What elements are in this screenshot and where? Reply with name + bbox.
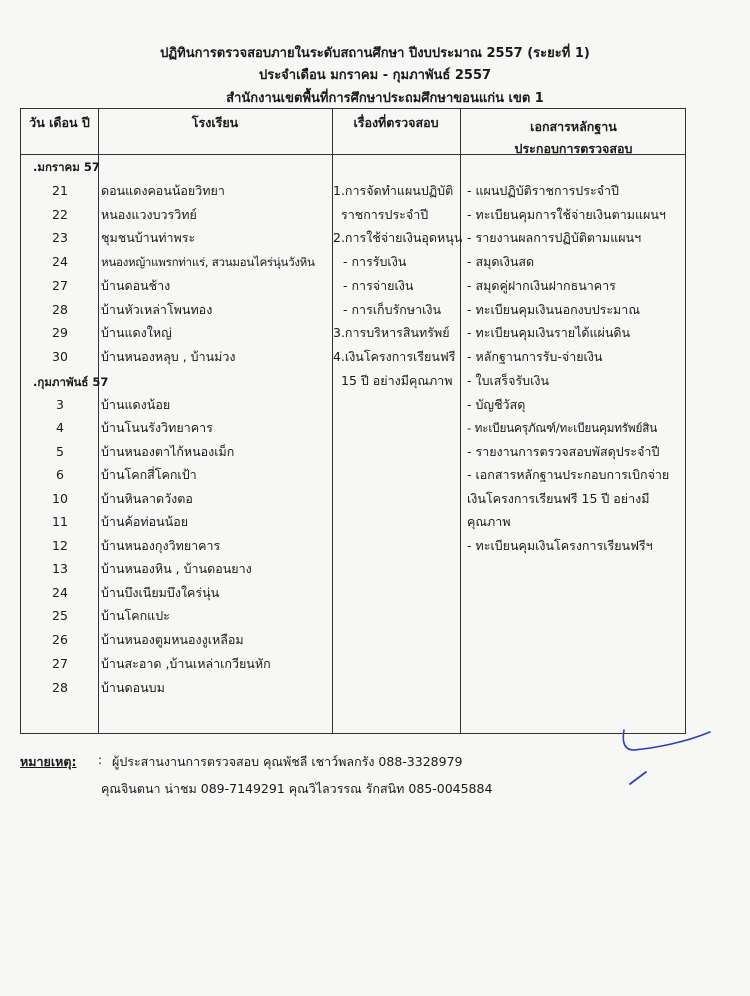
document-item: - สมุดเงินสด (467, 254, 535, 269)
row-school: บ้านดอนช้าง (101, 278, 171, 293)
row-day: 25 (52, 608, 68, 623)
row-school: บ้านแดงน้อย (101, 397, 171, 412)
note-line-2: คุณจินตนา น่าชม 089-7149291 คุณวิไลวรรณ รักสนิท 085-0045884 (101, 781, 493, 796)
document-item: - ใบเสร็จรับเงิน (467, 373, 550, 388)
col-divider (332, 109, 333, 733)
row-day: 23 (52, 230, 68, 245)
row-day: 13 (52, 561, 68, 576)
document-item: - ทะเบียนคุมเงินรายได้แผ่นดิน (467, 325, 631, 340)
row-school: หนองแวงบวรวิทย์ (101, 207, 197, 222)
row-day: 24 (52, 585, 68, 600)
row-day: 27 (52, 278, 68, 293)
row-day: 21 (52, 183, 68, 198)
topic-item: ราชการประจำปี (341, 207, 429, 222)
row-school: บ้านหัวเหล่าโพนทอง (101, 302, 213, 317)
row-day: 27 (52, 656, 68, 671)
row-school: บ้านโนนรังวิทยาคาร (101, 420, 213, 435)
row-day: 11 (52, 514, 68, 529)
row-school: ชุมชนบ้านท่าพระ (101, 230, 196, 245)
col-header-topic: เรื่องที่ตรวจสอบ (353, 115, 439, 130)
topic-item: - การรับเงิน (343, 254, 407, 269)
document-item: - เอกสารหลักฐานประกอบการเบิกจ่าย (467, 467, 670, 482)
title-line-1: ปฏิทินการตรวจสอบภายในระดับสถานศึกษา ปีงบประมาณ 2557 (ระยะที่ 1) (160, 46, 590, 61)
document-item: - ทะเบียนคุมเงินนอกงบประมาณ (467, 302, 640, 317)
title-line-3: สำนักงานเขตพื้นที่การศึกษาประถมศึกษาขอนแก่น เขต 1 (226, 91, 544, 106)
note-label: หมายเหตุ: (20, 754, 77, 769)
col-divider (460, 109, 461, 733)
row-day: 6 (56, 467, 64, 482)
row-day: 10 (52, 491, 68, 506)
document-item: - หลักฐานการรับ-จ่ายเงิน (467, 349, 603, 364)
row-school: บ้านโคกแปะ (101, 608, 170, 623)
note-colon: : (98, 752, 103, 767)
topic-item: - การจ่ายเงิน (343, 278, 414, 293)
row-school: บ้านบึงเนียมบึงใคร่นุ่น (101, 585, 220, 600)
audit-schedule-table (20, 108, 686, 734)
row-school: บ้านหนองหิน , บ้านดอนยาง (101, 561, 252, 576)
row-school: บ้านค้อท่อนน้อย (101, 514, 189, 529)
row-day: 12 (52, 538, 68, 553)
row-school: บ้านหนองหลุบ , บ้านม่วง (101, 349, 236, 364)
document-item: - แผนปฏิบัติราชการประจำปี (467, 183, 619, 198)
topic-item: 3.การบริหารสินทรัพย์ (333, 325, 450, 340)
row-school: บ้านโคกสี่โคกเป้า (101, 467, 197, 482)
row-school: บ้านแดงใหญ่ (101, 325, 172, 340)
document-item: - ทะเบียนคุมการใช้จ่ายเงินตามแผนฯ (467, 207, 666, 222)
row-school: บ้านหนองตาไก้หนองเม็ก (101, 444, 235, 459)
row-day: 3 (56, 397, 64, 412)
row-day: 24 (52, 254, 68, 269)
document-item: คุณภาพ (467, 514, 511, 529)
handwritten-signature (616, 728, 716, 788)
row-day: 28 (52, 302, 68, 317)
topic-item: 1.การจัดทำแผนปฏิบัติ (333, 183, 454, 198)
row-school: บ้านหนองตูมหนองงูเหลือม (101, 632, 244, 647)
topic-item: 2.การใช้จ่ายเงินอุดหนุน (333, 230, 463, 245)
document-item: - รายงานผลการปฏิบัติตามแผนฯ (467, 230, 642, 245)
col-header-documents-sub: ประกอบการตรวจสอบ (514, 141, 633, 156)
topic-item: 15 ปี อย่างมีคุณภาพ (341, 373, 453, 388)
row-day: 30 (52, 349, 68, 364)
title-line-2: ประจำเดือน มกราคม - กุมภาพันธ์ 2557 (258, 68, 492, 83)
row-day: 26 (52, 632, 68, 647)
document-item: - ทะเบียนครุภัณฑ์/ทะเบียนคุมทรัพย์สิน (467, 421, 658, 435)
row-day: 5 (56, 444, 64, 459)
row-day: 28 (52, 680, 68, 695)
row-school: บ้านสะอาด ,บ้านเหล่าเกวียนหัก (101, 656, 271, 671)
col-header-date: วัน เดือน ปี (29, 115, 90, 130)
document-item: เงินโครงการเรียนฟรี 15 ปี อย่างมี (467, 491, 650, 506)
document-item: - บัญชีวัสดุ (467, 397, 526, 412)
row-day: 22 (52, 207, 68, 222)
row-day: 29 (52, 325, 68, 340)
document-item: - ทะเบียนคุมเงินโครงการเรียนฟรีฯ (467, 538, 653, 553)
document-item: - รายงานการตรวจสอบพัสดุประจำปี (467, 444, 660, 459)
month-label-january: .มกราคม 57 (33, 160, 100, 174)
row-day: 4 (56, 420, 64, 435)
row-school: บ้านหินลาดวังตอ (101, 491, 193, 506)
note-line-1: ผู้ประสานงานการตรวจสอบ คุณพัชลี เชาว์พลกรัง 088-3328979 (112, 754, 463, 769)
col-header-documents: เอกสารหลักฐาน (530, 119, 617, 134)
row-school: บ้านดอนบม (101, 680, 165, 695)
topic-item: - การเก็บรักษาเงิน (343, 302, 442, 317)
row-school: หนองหญ้าแพรกท่าแร่, สวนมอนไคร่นุ่นวังหิน (101, 255, 315, 269)
row-school: บ้านหนองกุงวิทยาคาร (101, 538, 221, 553)
topic-item: 4.เงินโครงการเรียนฟรี (333, 349, 456, 364)
row-school: ดอนแดงคอนน้อยวิทยา (101, 183, 225, 198)
document-item: - สมุดคู่ฝากเงินฝากธนาคาร (467, 278, 616, 293)
month-label-february: .กุมภาพันธ์ 57 (33, 375, 109, 389)
col-header-school: โรงเรียน (191, 115, 239, 130)
